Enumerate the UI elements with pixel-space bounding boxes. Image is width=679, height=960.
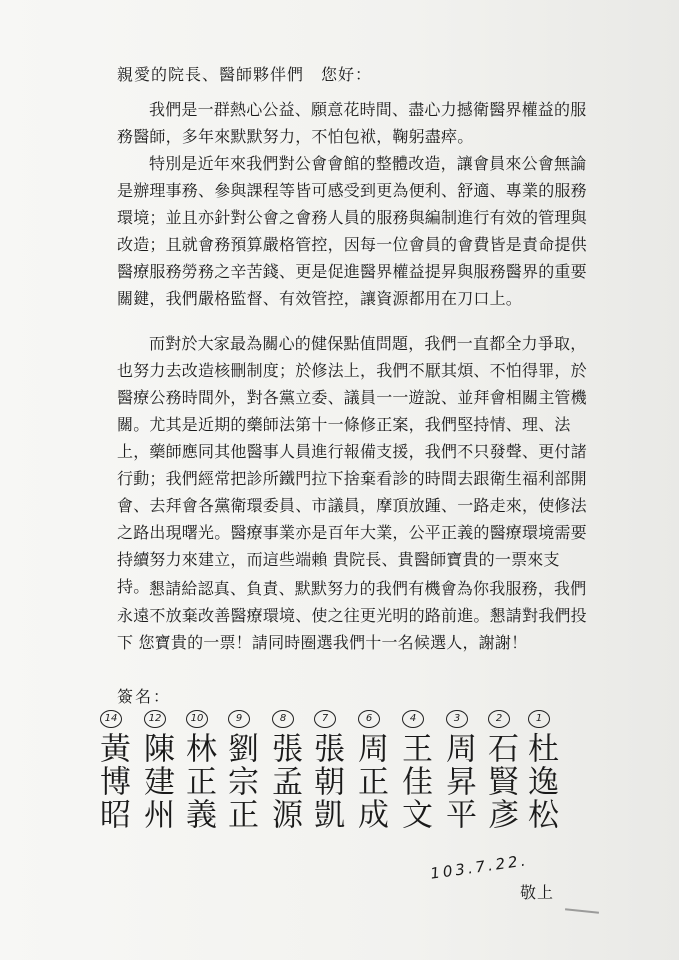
- signature-number: 3: [446, 710, 468, 728]
- signature-4: [392, 706, 434, 831]
- signature-number: 7: [314, 710, 336, 728]
- signature-6: [348, 706, 390, 831]
- signature-14: [90, 706, 132, 831]
- handwritten-date: 103.7.22.: [429, 851, 530, 883]
- paragraph-4: 懇請給認真、負責、默默努力的我們有機會為你我服務，我們永遠不放棄改善醫療環境、使之往更光明的路前進。懇請對我們投下 您寶貴的一票！請同時圈選我們十一名候選人，謝謝！: [117, 579, 587, 652]
- signature-number: 8: [272, 710, 294, 728]
- signature-name: 林正義: [180, 732, 216, 831]
- signature-2: [478, 706, 520, 831]
- signature-number: 12: [144, 710, 166, 728]
- signature-12: [134, 706, 176, 831]
- signature-name: 張朝凱: [308, 732, 344, 831]
- signature-number: 9: [228, 710, 250, 728]
- signature-9: [218, 706, 260, 831]
- signature-number: 14: [100, 710, 122, 728]
- signature-name: 王佳文: [396, 732, 432, 831]
- closing-text: 敬上: [520, 883, 555, 902]
- signature-block: [90, 706, 560, 866]
- salutation: 親愛的院長、醫師夥伴們 您好：: [117, 65, 373, 84]
- signature-name: 劉宗正: [222, 732, 258, 831]
- signature-name: 陳建州: [138, 732, 174, 831]
- signature-number: 1: [528, 710, 550, 728]
- signature-8: [262, 706, 304, 831]
- signature-name: 杜逸松: [522, 732, 558, 831]
- signature-name: 石賢彥: [482, 732, 518, 831]
- signature-number: 4: [402, 710, 424, 728]
- signature-number: 6: [358, 710, 380, 728]
- signature-number: 10: [186, 710, 208, 728]
- signature-name: 周正成: [352, 732, 388, 831]
- signature-7: [304, 706, 346, 831]
- signature-name: 周昇平: [440, 732, 476, 831]
- signature-1: [518, 706, 560, 831]
- signature-number: 2: [488, 710, 510, 728]
- signature-name: 黃博昭: [94, 732, 130, 831]
- signature-3: [436, 706, 478, 831]
- paragraph-1: 我們是一群熱心公益、願意花時間、盡心力撼衛醫界權益的服務醫師，多年來默默努力，不怕包袱，鞠躬盡瘁。: [117, 100, 587, 146]
- paragraph-3: 而對於大家最為關心的健保點值問題，我們一直都全力爭取，也努力去改造核刪制度；於修法上，我們不厭其煩、不怕得罪，於醫療公務時間外，對各黨立委、議員一一遊說、並拜會相關主管機關。尤其是近期的藥師法第十一條修正案，我們堅持情、理、法上，藥師應同其他醫事人員進行報備支援，我們不只發聲、更付諸行動；我們經常把診所鐵門拉下捨棄看診的時間去跟衛生福利部開會、去拜會各黨衛環委員、市議員，摩頂放踵、一路走來，使修法之路出現曙光。醫療事業亦是百年大業，公平正義的醫療環境需要持續努力來建立，而這些端賴 貴院長、貴醫師寶貴的一票來支持。: [117, 334, 587, 596]
- signature-10: [176, 706, 218, 831]
- paragraph-2: 特別是近年來我們對公會會館的整體改造，讓會員來公會無論是辦理事務、參與課程等皆可感受到更為便利、舒適、專業的服務環境；並且亦針對公會之會務人員的服務與編制進行有效的管理與改造；且就會務預算嚴格管控，因每一位會員的會費皆是責命提供醫療服務勞務之辛苦錢、更是促進醫界權益提昇與服務醫界的重要關鍵，我們嚴格監督、有效管控，讓資源都用在刀口上。: [117, 154, 587, 308]
- pen-mark: [565, 908, 599, 914]
- signature-label: 簽名：: [117, 687, 172, 706]
- signature-name: 張孟源: [266, 732, 302, 831]
